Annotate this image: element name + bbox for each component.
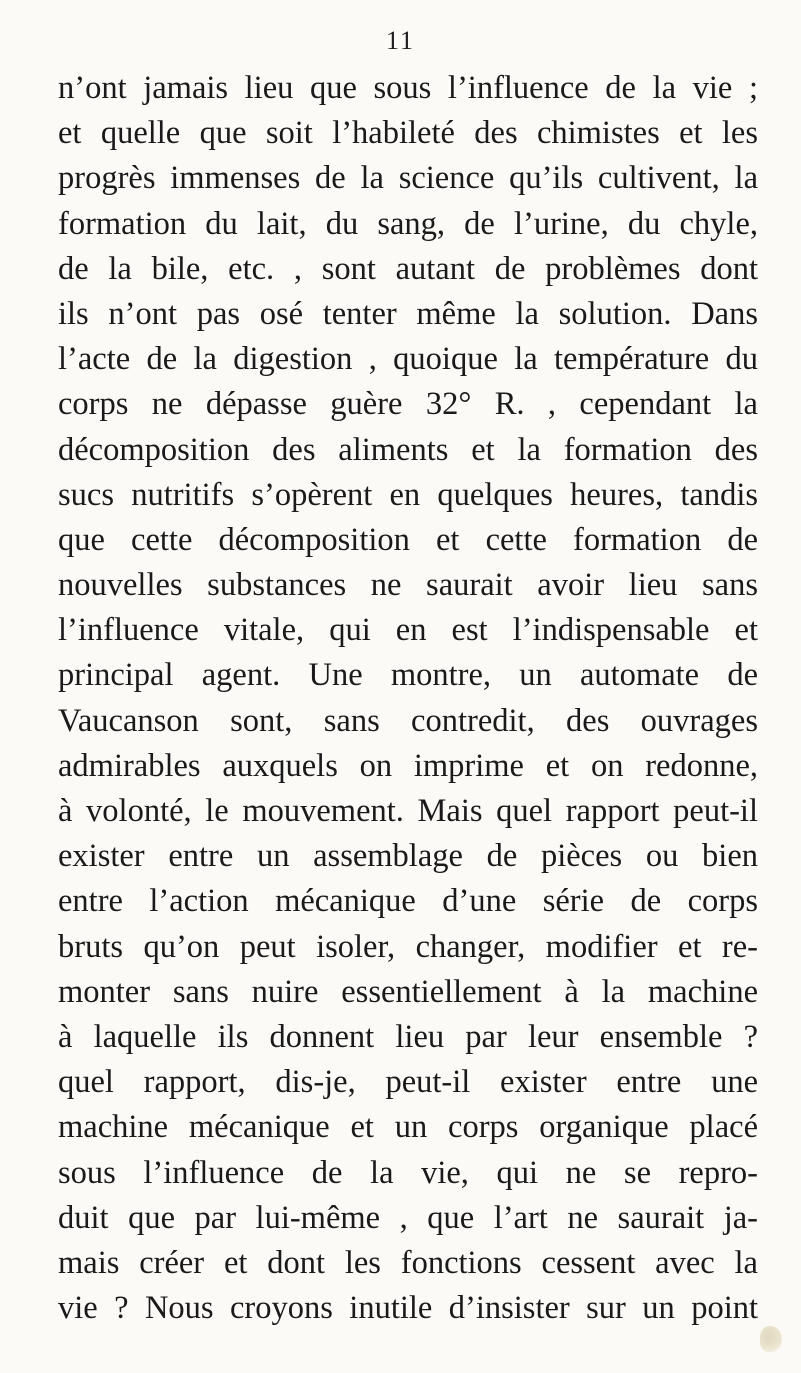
- text-line: que cette décomposition et cette formation de: [58, 521, 758, 558]
- text-line: duit que par lui-même , que l’art ne saurait ja-: [58, 1199, 758, 1236]
- paper-stain: [760, 1326, 782, 1352]
- text-line: corps ne dépasse guère 32° R. , cependant la: [58, 386, 758, 423]
- text-line: exister entre un assemblage de pièces ou bien: [58, 838, 758, 875]
- text-line: entre l’action mécanique d’une série de corps: [58, 883, 758, 920]
- text-line: l’influence vitale, qui en est l’indispensable et: [58, 612, 758, 649]
- text-line: de la bile, etc. , sont autant de problèmes dont: [58, 250, 758, 287]
- text-line: vie ? Nous croyons inutile d’insister sur un point: [58, 1290, 758, 1327]
- text-line: et quelle que soit l’habileté des chimistes et les: [58, 115, 758, 152]
- text-line: sucs nutritifs s’opèrent en quelques heures, tandis: [58, 476, 758, 513]
- text-line: progrès immenses de la science qu’ils cultivent, la: [58, 160, 758, 197]
- text-line: l’acte de la digestion , quoique la température du: [58, 341, 758, 378]
- text-line: Vaucanson sont, sans contredit, des ouvrages: [58, 702, 758, 739]
- text-line: à laquelle ils donnent lieu par leur ensemble ?: [58, 1018, 758, 1055]
- body-text: [58, 66, 758, 1331]
- page-number: 11: [385, 26, 416, 55]
- text-line: mais créer et dont les fonctions cessent avec la: [58, 1244, 758, 1281]
- text-line: nouvelles substances ne saurait avoir lieu sans: [58, 567, 758, 604]
- text-line: monter sans nuire essentiellement à la machine: [58, 973, 758, 1010]
- text-line: machine mécanique et un corps organique placé: [58, 1109, 758, 1146]
- text-line: principal agent. Une montre, un automate de: [58, 657, 758, 694]
- text-line: admirables auxquels on imprime et on redonne,: [58, 747, 758, 784]
- text-line: n’ont jamais lieu que sous l’influence de la vie ;: [58, 70, 758, 106]
- text-line: formation du lait, du sang, de l’urine, du chyle,: [58, 205, 758, 242]
- text-line: sous l’influence de la vie, qui ne se repro-: [58, 1154, 758, 1191]
- text-line: bruts qu’on peut isoler, changer, modifier et re-: [58, 928, 758, 965]
- text-line: à volonté, le mouvement. Mais quel rapport peut-il: [58, 793, 758, 829]
- text-line: ils n’ont pas osé tenter même la solution. Dans: [58, 295, 758, 332]
- text-line: quel rapport, dis-je, peut-il exister entre une: [58, 1064, 758, 1101]
- text-line: décomposition des aliments et la formation des: [58, 431, 758, 468]
